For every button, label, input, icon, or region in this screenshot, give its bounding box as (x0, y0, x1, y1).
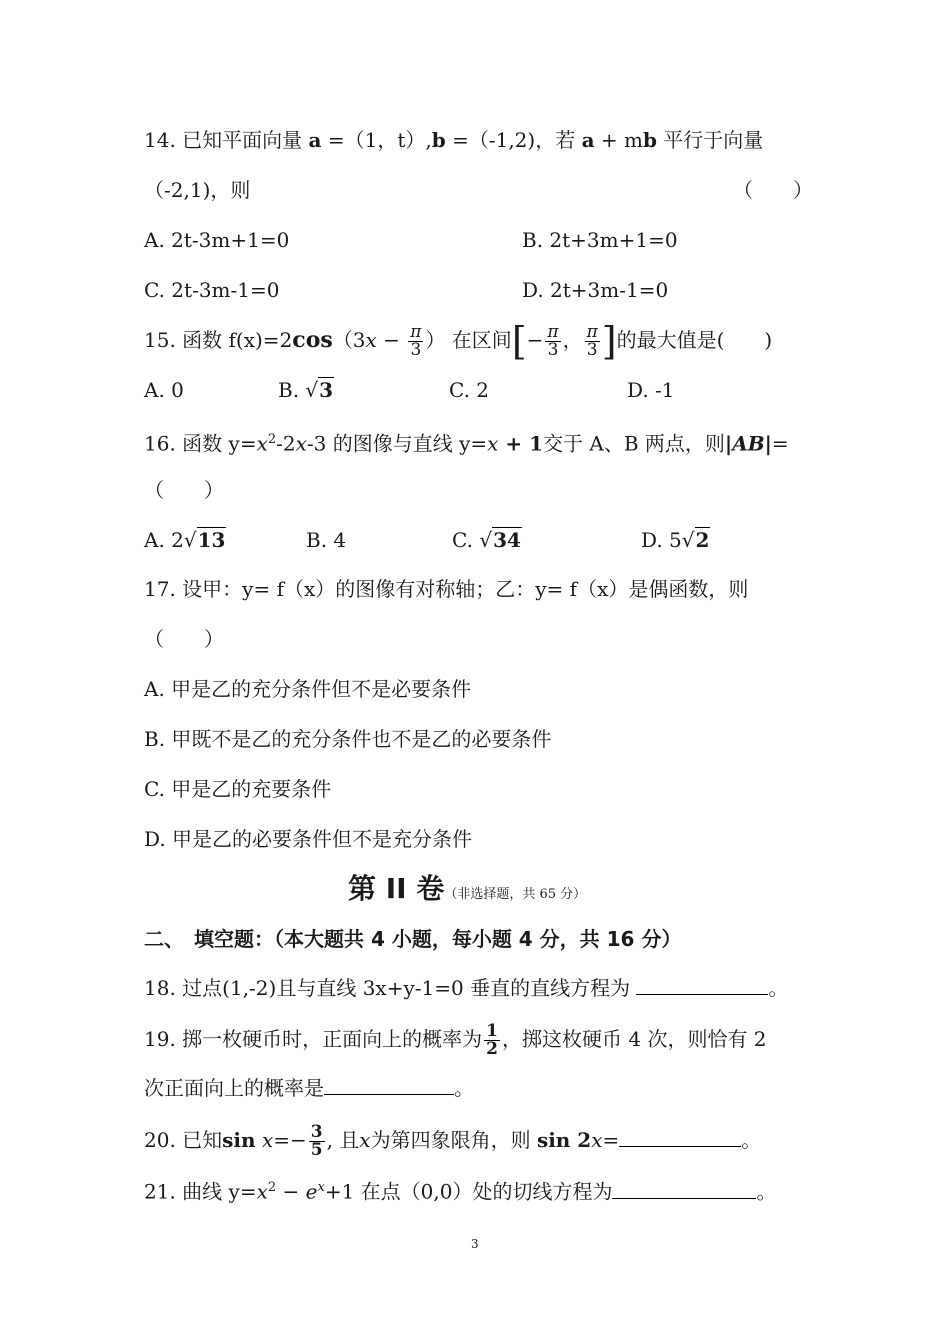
q18-text: 18. 过点(1,-2)且与直线 3x+y-1=0 垂直的直线方程为 (144, 976, 637, 1000)
pi-over-3 (545, 324, 560, 359)
q16-text: -2 (276, 431, 296, 456)
numerator: π (410, 322, 422, 342)
var-x: x (261, 1128, 274, 1152)
sin-2x: sin 2 (536, 1128, 592, 1152)
fraction-one-half (484, 1023, 500, 1058)
numerator: 3 (310, 1122, 323, 1142)
option-label: C. (452, 528, 480, 552)
q16-answer-paren: （ ） (144, 478, 224, 502)
q14-stem (144, 128, 763, 152)
minus-sign: − (376, 328, 407, 352)
equals: = (771, 431, 789, 456)
q20-text: 20. 已知 (144, 1128, 223, 1152)
q19-text: 次正面向上的概率是 (144, 1076, 324, 1100)
answer-blank (636, 976, 768, 995)
comma: ， (562, 328, 583, 352)
denominator: 3 (547, 340, 559, 360)
q17-option-a: A. 甲是乙的充分条件但不是必要条件 (144, 677, 472, 701)
left-bracket: [ (511, 319, 527, 364)
answer-blank (612, 1180, 756, 1199)
q16-text: 16. 函数 y= (144, 431, 257, 456)
q17-option-c: C. 甲是乙的充要条件 (144, 777, 332, 801)
radicand: 3 (319, 378, 334, 402)
q14-line2: （-2,1)，则 (144, 178, 251, 202)
page-number: 3 (471, 1237, 479, 1251)
q15-text: 的最大值是( ) (616, 328, 773, 352)
plus-one: + 1 (498, 431, 544, 456)
section-heading: 二、 填空题：（本大题共 4 小题，每小题 4 分，共 16 分） (144, 927, 682, 951)
minus-sign: − (276, 1179, 306, 1204)
q15-option-a: A. 0 (144, 378, 184, 402)
var-x: x (256, 1179, 268, 1204)
minus-sign: − (526, 328, 544, 352)
q14-text: =（-1,2)，若 (445, 128, 582, 152)
q16-option-b: B. 4 (306, 528, 347, 552)
fraction-three-fifths (309, 1124, 325, 1159)
period: 。 (454, 1076, 474, 1100)
q14-text: 14. 已知平面向量 (144, 128, 309, 152)
q16-option-a (144, 528, 226, 552)
q14-option-c: C. 2t-3m-1=0 (144, 278, 280, 302)
q15-text: 在区间 (445, 328, 512, 352)
q15-text: 15. 函数 f(x)=2 (144, 328, 293, 352)
var-x: x (487, 431, 499, 456)
denominator: 2 (486, 1039, 499, 1059)
equals: = (602, 1128, 620, 1152)
q14-answer-paren: （ ） (733, 178, 813, 202)
volume-header (348, 872, 586, 912)
vector-b: b (431, 128, 446, 152)
volume-title: 第 II 卷 (348, 872, 445, 905)
q15-stem (144, 318, 772, 362)
radicand: 13 (197, 528, 226, 552)
q17-option-d: D. 甲是乙的必要条件但不是充分条件 (144, 827, 473, 851)
vector-a: a (308, 128, 322, 152)
q17-stem: 17. 设甲：y= f（x）的图像有对称轴；乙：y= f（x）是偶函数，则 (144, 577, 749, 601)
q19-text: 19. 掷一枚硬币时，正面向上的概率为 (144, 1027, 483, 1051)
volume-note: （非选择题，共 65 分） (444, 887, 587, 902)
q16-text: -3 的图像与直线 y= (306, 431, 488, 456)
cos-function: cos (292, 327, 333, 353)
q19-line2 (144, 1076, 474, 1100)
radicand: 34 (493, 528, 521, 552)
vector-a: a (581, 128, 595, 152)
q19-text: ，掷这枚硬币 4 次，则恰有 2 (502, 1027, 767, 1051)
q20-text: , 且 (326, 1128, 360, 1152)
numerator: π (547, 322, 559, 342)
var-x: x (359, 1128, 371, 1152)
q14-option-a: A. 2t-3m+1=0 (144, 228, 290, 252)
q17-option-b: B. 甲既不是乙的充分条件也不是乙的必要条件 (144, 727, 552, 751)
option-label: D. 5 (641, 528, 682, 552)
period: 。 (756, 1179, 777, 1204)
option-label: B. (278, 378, 306, 402)
right-bracket: ] (601, 319, 617, 364)
exponent: x (317, 1180, 325, 1195)
denominator: 5 (310, 1140, 323, 1160)
q14-option-d: D. 2t+3m-1=0 (522, 278, 669, 302)
ab-length: |AB| (724, 431, 772, 456)
q16-stem (144, 428, 789, 456)
numerator: 1 (486, 1021, 499, 1041)
q16-option-d (641, 528, 710, 552)
sqrt-2: √2 (681, 528, 710, 552)
q17-answer-paren: （ ） (144, 627, 224, 651)
denominator: 3 (586, 340, 598, 360)
exponent: 2 (267, 1180, 277, 1195)
q15-option-d: D. -1 (627, 378, 675, 402)
pi-over-3 (585, 324, 600, 359)
radicand: 2 (695, 528, 710, 552)
q18 (144, 976, 788, 1000)
q19 (144, 1016, 767, 1062)
numerator: π (586, 322, 598, 342)
answer-blank (619, 1128, 741, 1147)
q15-paren: （3 (332, 328, 366, 352)
vector-b: b (642, 128, 657, 152)
pi-over-3 (408, 324, 423, 359)
q15-paren: ） (425, 328, 446, 352)
q14-option-b: B. 2t+3m+1=0 (522, 228, 678, 252)
q14-text: =（1，t）, (321, 128, 432, 152)
option-label: A. 2 (144, 528, 184, 552)
denominator: 3 (410, 340, 422, 360)
var-x: x (295, 431, 307, 456)
sin-function: sin (222, 1128, 256, 1152)
equals: =− (273, 1128, 307, 1152)
var-x: x (591, 1128, 603, 1152)
var-e: e (305, 1179, 318, 1204)
period: 。 (768, 976, 789, 1000)
answer-blank (324, 1076, 454, 1095)
var-x: x (365, 328, 377, 352)
q21 (144, 1176, 776, 1204)
q15-option-b (278, 378, 334, 402)
q20-text: 为第四象限角，则 (370, 1128, 537, 1152)
q16-option-c (452, 528, 522, 552)
q21-text: 21. 曲线 y= (144, 1179, 257, 1204)
q14-text: + m (594, 128, 643, 152)
q16-text: 交于 A、B 两点，则 (543, 431, 725, 456)
sqrt-13: √13 (183, 528, 226, 552)
q15-option-c: C. 2 (449, 378, 490, 402)
sqrt-3: √3 (305, 378, 334, 402)
q14-text: 平行于向量 (656, 128, 764, 152)
exponent: 2 (267, 432, 277, 447)
var-x: x (256, 431, 268, 456)
q20 (144, 1118, 761, 1162)
period: 。 (741, 1128, 762, 1152)
sqrt-34: √34 (479, 528, 521, 552)
q21-text: +1 在点（0,0）处的切线方程为 (324, 1179, 613, 1204)
